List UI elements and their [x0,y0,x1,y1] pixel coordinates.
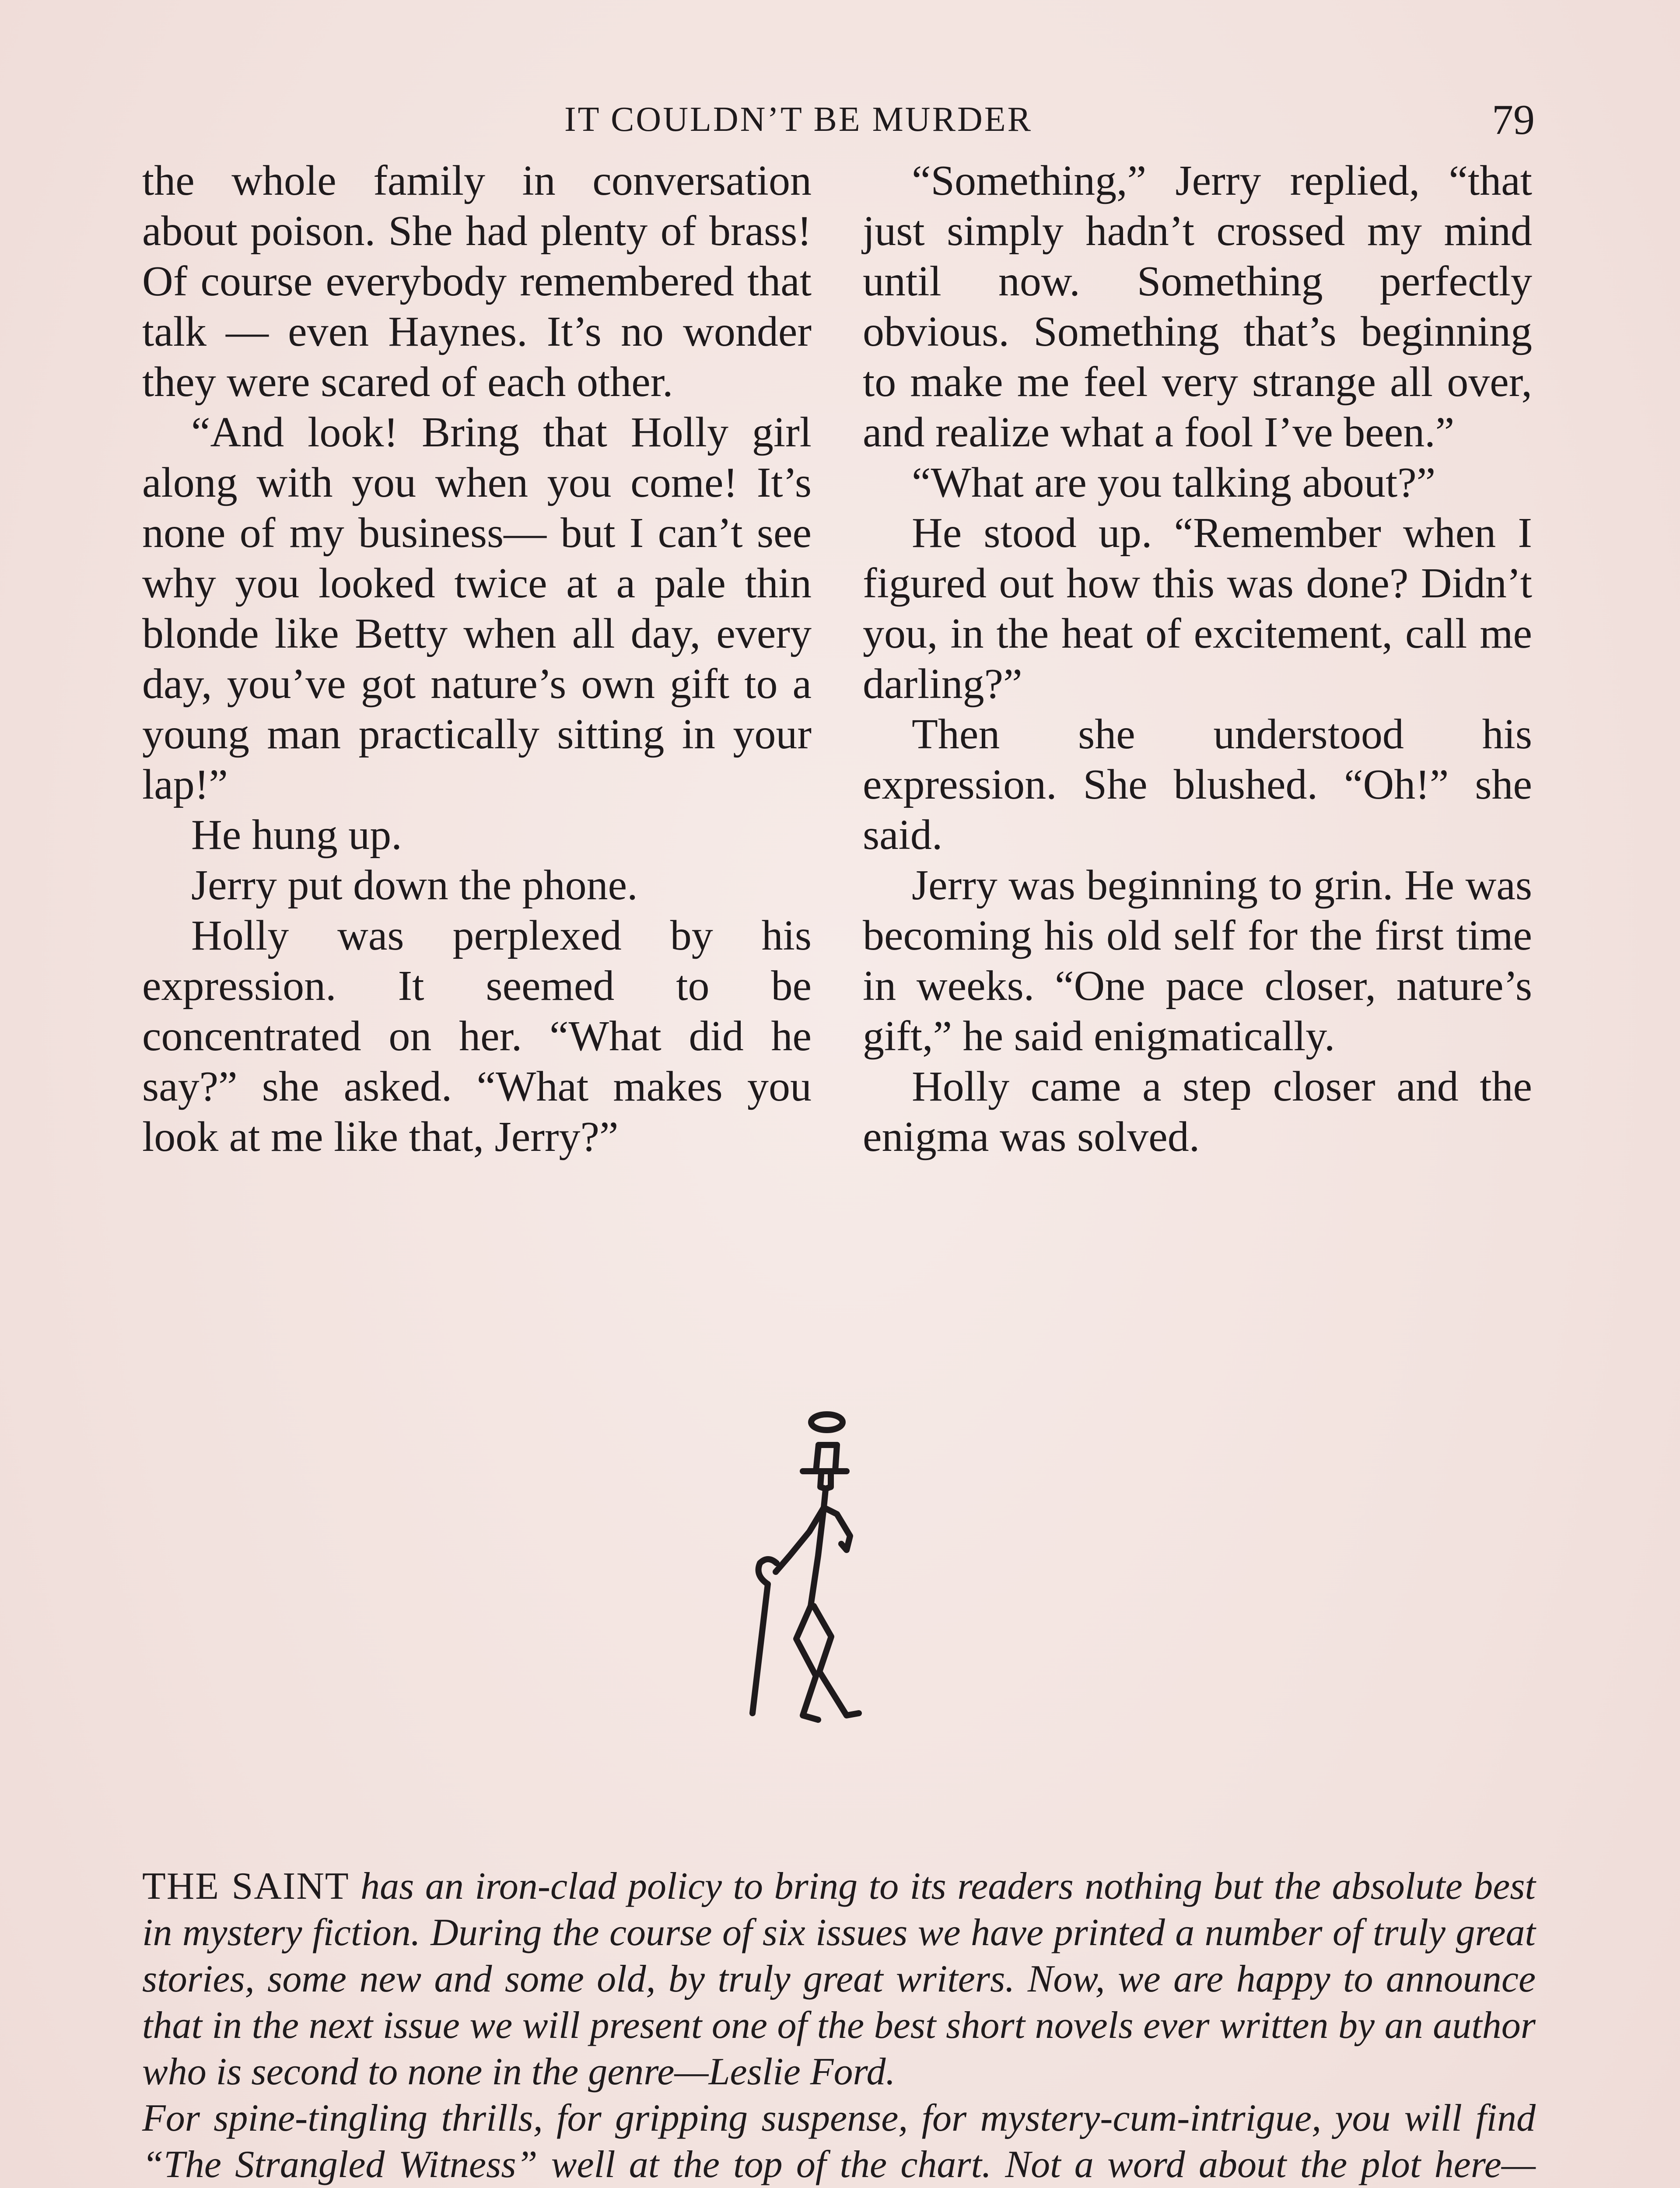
notice-paragraph-1 [142,1863,1536,2095]
right-paragraph-2: “What are you talking about?” [912,459,1436,506]
right-column [863,156,1532,1162]
left-paragraph-5: Holly was perplexed by his expression. It seemed to be concentrated on her. “What did he say?” she asked. “What makes you look at me like that, Jerry?” [142,912,812,1161]
next-issue-notice [142,1863,1536,2188]
left-paragraph-2: “And look! Bring that Holly girl along with you when you come! It’s none of my business— but I can’t see why you looked twice at a pale thin blonde like Betty when all day, every day, you’ve got nature’s own gift to a young man practically sitting in your lap!” [142,409,812,808]
right-paragraph-3: He stood up. “Remember when I figured out how this was done? Didn’t you, in the heat of excitement, call me darling?” [863,509,1532,708]
right-paragraph-5: Jerry was beginning to grin. He was becoming his old self for the first time in weeks. “One pace closer, nature’s gift,” he said enigmatically. [863,862,1532,1060]
saint-stick-figure-logo [737,1409,882,1724]
right-paragraph-1: “Something,” Jerry replied, “that just simply hadn’t crossed my mind until now. Something perfectly obvious. Something that’s beginning to make me feel very strange all over, and realize what a fool I’ve been.” [863,157,1532,456]
left-paragraph-4: Jerry put down the phone. [191,862,638,909]
right-paragraph-6: Holly came a step closer and the enigma was solved. [863,1063,1532,1161]
notice-text-1: has an iron-clad policy to bring to its readers nothing but the absolute best in mystery fiction. During the course of six issues we have printed a number of truly great stories, some new and some old, by truly great writers. Now, we are happy to announce that in the next issue we will present one of the best short novels ever written by an author who is second to none in the genre—Leslie Ford. [142,1865,1536,2093]
running-head: IT COULDN’T BE MURDER [564,100,1032,139]
left-column [142,156,812,1162]
right-paragraph-4: Then she understood his expression. She blushed. “Oh!” she said. [863,711,1532,859]
left-paragraph-3: He hung up. [191,811,402,859]
page-number: 79 [1492,96,1535,144]
notice-paragraph-2: For spine-tingling thrills, for gripping suspense, for mystery-cum-intrigue, you will find “The Strangled Witness” well at the top of the chart. Not a word about the plot here— [142,2097,1536,2186]
magazine-name: THE SAINT [142,1865,350,1907]
left-paragraph-1: the whole family in conversation about poison. She had plenty of brass! Of course everybody remembered that talk — even Haynes. It’s no wonder they were scared of each other. [142,157,812,406]
